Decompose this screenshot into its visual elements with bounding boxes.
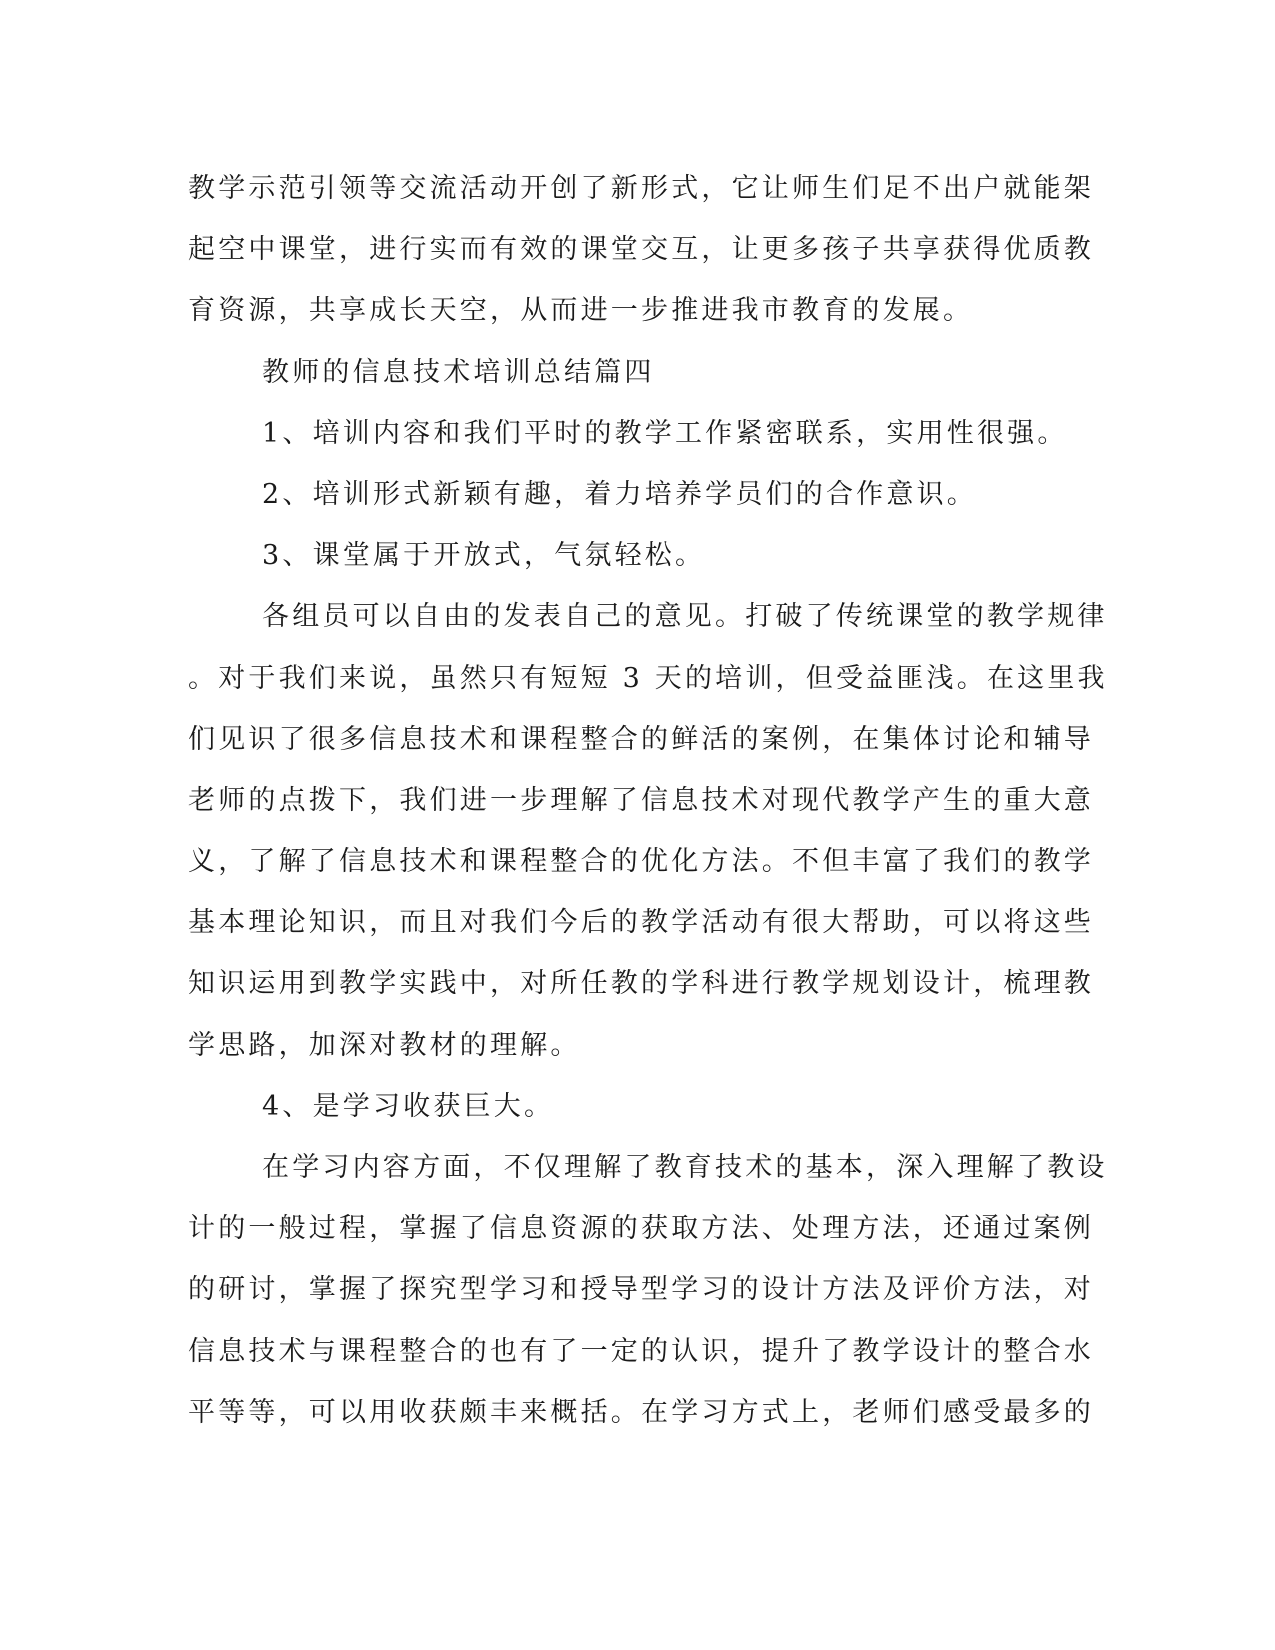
text-line: 教学示范引领等交流活动开创了新形式，它让师生们足不出户就能架 bbox=[188, 173, 1094, 204]
text-line: 起空中课堂，进行实而有效的课堂交互，让更多孩子共享获得优质教 bbox=[188, 234, 1094, 266]
section-title: 教师的信息技术培训总结篇四 bbox=[262, 356, 655, 388]
list-item: 3、课堂属于开放式，气氛轻松。 bbox=[262, 540, 706, 572]
text-line: 在学习内容方面，不仅理解了教育技术的基本，深入理解了教设 bbox=[262, 1152, 1108, 1183]
text-line: 平等等，可以用收获颇丰来概括。在学习方式上，老师们感受最多的 bbox=[188, 1396, 1094, 1428]
text-line: 的研讨，掌握了探究型学习和授导型学习的设计方法及评价方法，对 bbox=[188, 1274, 1094, 1306]
text-line: 计的一般过程，掌握了信息资源的获取方法、处理方法，还通过案例 bbox=[188, 1213, 1094, 1245]
text-line: 知识运用到教学实践中，对所任教的学科进行教学规划设计，梳理教 bbox=[188, 968, 1094, 1000]
text-line: 们见识了很多信息技术和课程整合的鲜活的案例，在集体讨论和辅导 bbox=[188, 723, 1094, 755]
text-line: 育资源，共享成长天空，从而进一步推进我市教育的发展。 bbox=[188, 295, 974, 327]
text-line: 信息技术与课程整合的也有了一定的认识，提升了教学设计的整合水 bbox=[188, 1335, 1094, 1367]
text-line: 老师的点拨下，我们进一步理解了信息技术对现代教学产生的重大意 bbox=[188, 784, 1094, 816]
text-line: 基本理论知识，而且对我们今后的教学活动有很大帮助，可以将这些 bbox=[188, 907, 1094, 939]
list-item: 2、培训形式新颖有趣，着力培养学员们的合作意识。 bbox=[262, 478, 977, 510]
text-line: 各组员可以自由的发表自己的意见。打破了传统课堂的教学规律 bbox=[262, 601, 1108, 633]
list-item: 4、是学习收获巨大。 bbox=[262, 1090, 555, 1122]
text-line: 学思路，加深对教材的理解。 bbox=[188, 1029, 581, 1061]
list-item: 1、培训内容和我们平时的教学工作紧密联系，实用性很强。 bbox=[262, 417, 1068, 449]
document-body bbox=[188, 158, 1108, 1443]
text-line: 义，了解了信息技术和课程整合的优化方法。不但丰富了我们的教学 bbox=[188, 846, 1094, 878]
text-line: 。对于我们来说，虽然只有短短 3 天的培训，但受益匪浅。在这里我 bbox=[188, 662, 1108, 694]
